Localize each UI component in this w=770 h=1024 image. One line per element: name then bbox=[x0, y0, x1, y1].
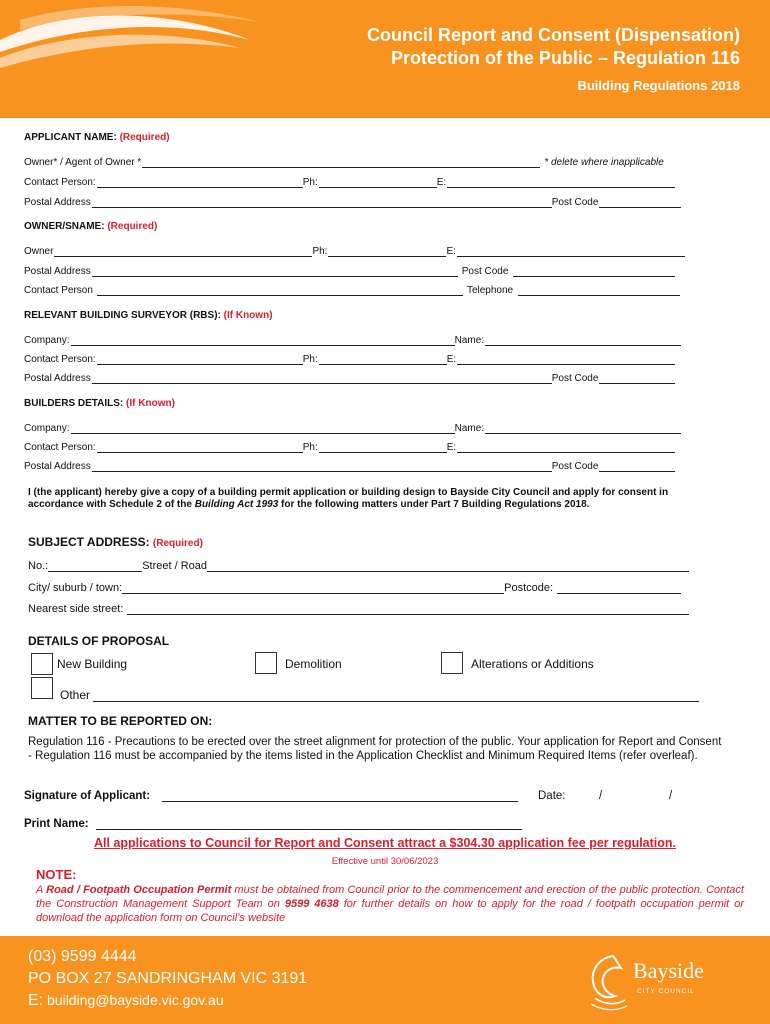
owner-heading: OWNER/SNAME: (Required) bbox=[24, 221, 158, 232]
footer-po-box: PO BOX 27 SANDRINGHAM VIC 3191 bbox=[28, 970, 308, 987]
builders-email-field[interactable] bbox=[457, 443, 675, 453]
fee-effective-date: Effective until 30/06/2023 bbox=[331, 856, 439, 867]
applicant-heading: APPLICANT NAME: (Required) bbox=[24, 132, 170, 143]
owner-agent-field[interactable] bbox=[142, 158, 540, 168]
builders-contact-row: Contact Person: Ph: E: bbox=[24, 439, 704, 453]
form-subtitle: Building Regulations 2018 bbox=[577, 78, 740, 93]
applicant-contact-row: Contact Person: Ph: E: bbox=[24, 174, 704, 188]
applicant-declaration: I (the applicant) hereby give a copy of a building permit application or building design to Bayside City Council and apply for consent in accordance with Schedule 2 of the Building Act 1993 for the following matters under Part 7 Building Regulations 2018. bbox=[28, 487, 669, 510]
builders-postcode-field[interactable] bbox=[599, 462, 675, 472]
rbs-postcode-field[interactable] bbox=[599, 374, 675, 384]
owner-postcode-field[interactable] bbox=[513, 267, 675, 277]
fee-notice: All applications to Council for Report and Consent attract a $304.30 application fee per regulation. bbox=[93, 836, 677, 850]
other-field[interactable] bbox=[93, 690, 699, 702]
owner-row: Owner Ph: E: bbox=[24, 243, 704, 257]
builders-postal-row: Postal Address Post Code bbox=[24, 458, 704, 472]
applicant-owner-row: Owner* / Agent of Owner * * delete where inapplicable bbox=[24, 157, 664, 168]
rbs-contact-row: Contact Person: Ph: E: bbox=[24, 351, 704, 365]
builders-company-row: Company: Name: bbox=[24, 420, 704, 434]
proposal-heading: DETAILS OF PROPOSAL bbox=[28, 634, 170, 648]
owner-email-field[interactable] bbox=[457, 247, 685, 257]
alterations-label: Alterations or Additions bbox=[471, 657, 594, 671]
subject-address-heading: SUBJECT ADDRESS: (Required) bbox=[28, 535, 203, 549]
builders-phone-field[interactable] bbox=[319, 443, 447, 453]
subject-city-row: City/ suburb / town: Postcode: bbox=[28, 578, 704, 594]
print-name-label: Print Name: bbox=[24, 818, 89, 830]
owner-contact-field[interactable] bbox=[97, 286, 463, 296]
email-link[interactable]: building@bayside.vic.gov.au bbox=[47, 992, 224, 1008]
applicant-postcode-field[interactable] bbox=[599, 198, 681, 208]
builders-postal-field[interactable] bbox=[92, 462, 552, 472]
note-text: A Road / Footpath Occupation Permit must be obtained from Council prior to the commencement and erection of the public protection. Contact the Construction Management Support Team on 9599 4638 for further details on how to apply for the road / footpath occupation permit or download the application form on Council’s website bbox=[36, 884, 744, 924]
rbs-heading: RELEVANT BUILDING SURVEYOR (RBS): (If Known) bbox=[24, 310, 273, 321]
nearest-street-field[interactable] bbox=[127, 603, 689, 615]
street-number-field[interactable] bbox=[48, 560, 142, 572]
wave-emblem-icon bbox=[585, 950, 635, 1012]
rbs-contact-field[interactable] bbox=[97, 355, 303, 365]
other-checkbox[interactable] bbox=[31, 677, 53, 699]
swoosh-graphic bbox=[0, 0, 300, 70]
matter-heading: MATTER TO BE REPORTED ON: bbox=[28, 714, 213, 728]
alterations-checkbox[interactable] bbox=[441, 652, 463, 674]
form-title: Council Report and Consent (Dispensation) Protection of the Public – Regulation 116 bbox=[366, 25, 740, 68]
date-slash-2: / bbox=[669, 790, 673, 802]
matter-text: Regulation 116 - Precautions to be erected over the street alignment for protection of the public. Your application for Report and Consent - Regulation 116 must be accompanied by the items listed in the Application Checklist and Minimum Required Items (refer overleaf). bbox=[28, 736, 722, 762]
rbs-name-field[interactable] bbox=[485, 336, 681, 346]
rbs-company-row: Company: Name: bbox=[24, 332, 704, 346]
applicant-contact-field[interactable] bbox=[97, 178, 303, 188]
new-building-checkbox[interactable] bbox=[31, 653, 53, 675]
print-name-field[interactable] bbox=[96, 817, 522, 830]
applicant-phone-field[interactable] bbox=[319, 178, 437, 188]
subject-postcode-field[interactable] bbox=[557, 582, 681, 594]
applicant-postal-field[interactable] bbox=[92, 198, 552, 208]
rbs-email-field[interactable] bbox=[457, 355, 675, 365]
new-building-label: New Building bbox=[57, 657, 128, 671]
date-slash-1: / bbox=[599, 790, 603, 802]
builders-name-field[interactable] bbox=[485, 424, 681, 434]
builders-heading: BUILDERS DETAILS: (If Known) bbox=[24, 398, 175, 409]
owner-postal-field[interactable] bbox=[92, 267, 458, 277]
builders-contact-field[interactable] bbox=[97, 443, 303, 453]
signature-label: Signature of Applicant: bbox=[24, 790, 151, 802]
signature-field[interactable] bbox=[162, 789, 518, 802]
applicant-postal-row: Postal Address Post Code bbox=[24, 194, 704, 208]
footer-email: E: building@bayside.vic.gov.au bbox=[28, 992, 224, 1009]
rbs-postal-row: Postal Address Post Code bbox=[24, 370, 704, 384]
owner-contact-row: Contact Person Telephone bbox=[24, 282, 704, 296]
footer-phone: (03) 9599 4444 bbox=[28, 948, 137, 965]
page-header bbox=[0, 0, 770, 118]
owner-name-field[interactable] bbox=[54, 247, 312, 257]
demolition-label: Demolition bbox=[285, 657, 342, 671]
other-row: Other bbox=[60, 686, 702, 702]
bayside-logo: Bayside CITY COUNCIL bbox=[585, 950, 735, 1014]
rbs-postal-field[interactable] bbox=[92, 374, 552, 384]
subject-nearest-row: Nearest side street: bbox=[28, 599, 704, 615]
rbs-phone-field[interactable] bbox=[319, 355, 447, 365]
demolition-checkbox[interactable] bbox=[255, 652, 277, 674]
builders-company-field[interactable] bbox=[71, 424, 455, 434]
rbs-company-field[interactable] bbox=[71, 336, 455, 346]
owner-telephone-field[interactable] bbox=[518, 286, 680, 296]
owner-postal-row: Postal Address Post Code bbox=[24, 263, 704, 277]
applicant-email-field[interactable] bbox=[447, 178, 675, 188]
date-label: Date: bbox=[538, 790, 566, 802]
page-footer bbox=[0, 936, 770, 1024]
subject-street-row: No.: Street / Road bbox=[28, 556, 704, 572]
note-heading: NOTE: bbox=[36, 867, 77, 882]
owner-phone-field[interactable] bbox=[328, 247, 446, 257]
city-suburb-field[interactable] bbox=[122, 582, 504, 594]
street-road-field[interactable] bbox=[207, 560, 689, 572]
